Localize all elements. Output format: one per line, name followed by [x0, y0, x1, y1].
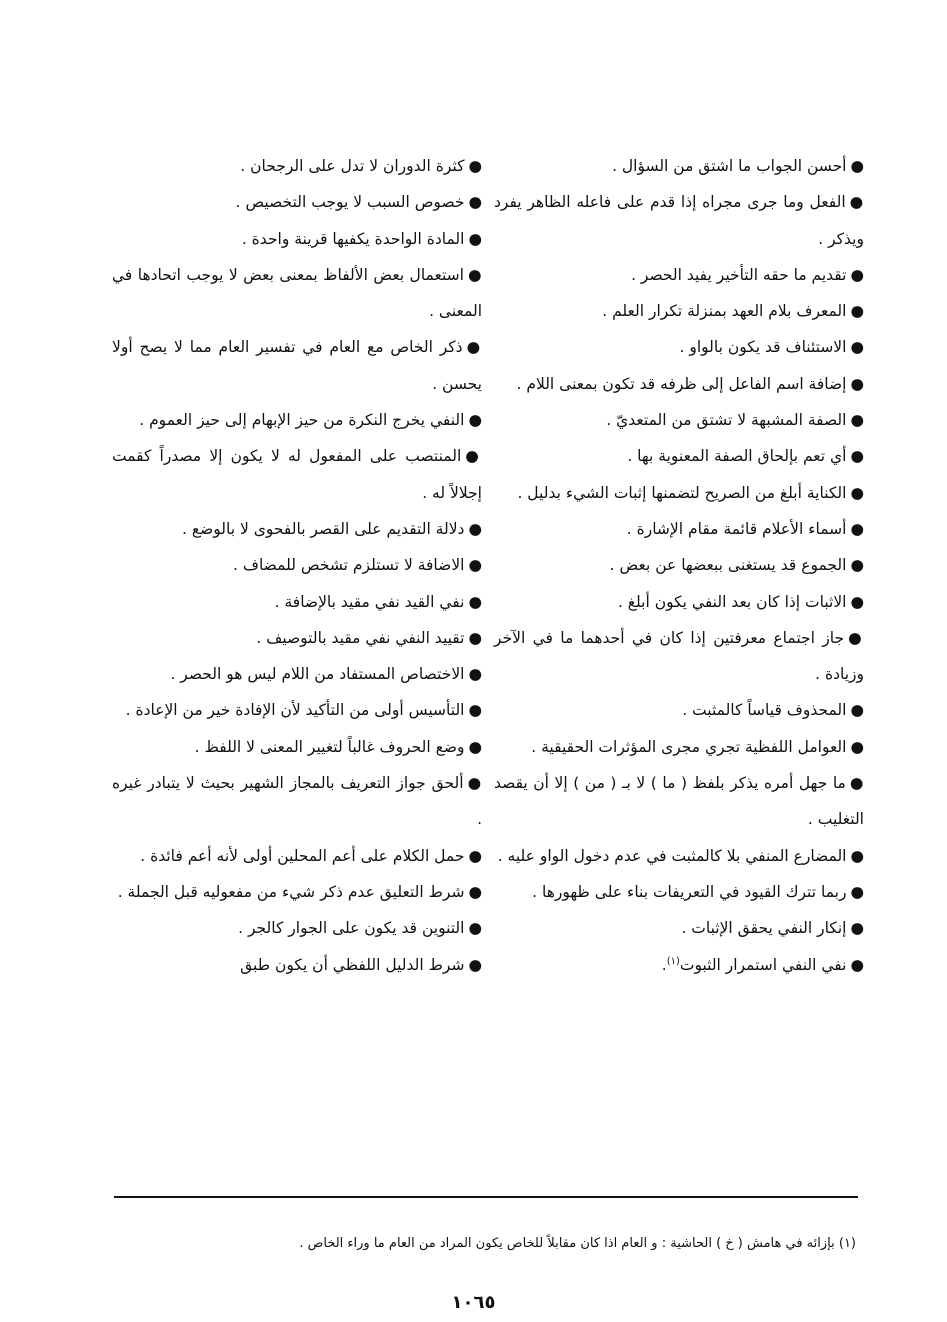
rule-text: المادة الواحدة يكفيها قرينة واحدة .	[241, 229, 465, 248]
rule-item	[494, 620, 864, 693]
footnote-separator	[114, 1196, 858, 1198]
rule-item	[112, 184, 482, 220]
bullet-icon: ●	[849, 193, 864, 212]
bullet-icon: ●	[850, 846, 864, 865]
bullet-icon: ●	[468, 846, 482, 865]
rule-text: النفي يخرج النكرة من حيز الإبهام إلى حيز العموم .	[139, 411, 465, 430]
bullet-icon: ●	[468, 519, 482, 538]
bullet-icon: ●	[468, 701, 482, 720]
rule-text: الصفة المشبهة لا تشتق من المتعديّ .	[606, 411, 847, 430]
bullet-icon: ●	[468, 737, 482, 756]
bullet-icon: ●	[850, 556, 864, 575]
rule-text: تقييد النفي نفي مقيد بالتوصيف .	[256, 628, 465, 647]
rule-text: أي تعم بإلحاق الصفة المعنوية بها .	[627, 447, 847, 466]
rule-text: نفي النفي استمرار الثبوت	[679, 955, 847, 974]
rule-item	[112, 511, 482, 547]
bullet-icon: ●	[848, 628, 864, 647]
bullet-icon: ●	[850, 265, 864, 284]
rule-item	[494, 692, 864, 728]
rule-text: حمل الكلام على أعم المحلين أولى لأنه أعم فائدة .	[140, 846, 465, 865]
bullet-icon: ●	[850, 737, 864, 756]
rule-item	[494, 838, 864, 874]
bullet-icon: ●	[466, 338, 483, 357]
rule-text-end: .	[661, 955, 667, 974]
rule-item	[494, 148, 864, 184]
bullet-icon: ●	[467, 774, 482, 793]
rule-text: المحذوف قياساً كالمثبت .	[682, 701, 847, 720]
rule-item	[112, 402, 482, 438]
rule-item	[494, 874, 864, 910]
rule-text: شرط التعليق عدم ذكر شيء من مفعوليه قبل الجملة .	[117, 882, 465, 901]
bullet-icon: ●	[850, 955, 864, 974]
bullet-icon: ●	[468, 157, 482, 175]
bullet-icon: ●	[850, 157, 864, 175]
bullet-icon: ●	[850, 411, 864, 430]
bullet-icon: ●	[468, 556, 482, 575]
rule-text: إضافة اسم الفاعل إلى ظرفه قد تكون بمعنى اللام .	[516, 374, 847, 393]
rule-item	[494, 184, 864, 257]
rule-text: المعرف بلام العهد بمنزلة تكرار العلم .	[602, 302, 847, 321]
rule-item	[494, 910, 864, 946]
rule-text: الاضافة لا تستلزم تشخص للمضاف .	[233, 556, 465, 575]
rule-text: خصوص السبب لا يوجب التخصيص .	[235, 193, 465, 212]
rule-text: الكناية أبلغ من الصريح لتضمنها إثبات الشيء بدليل .	[517, 483, 847, 502]
rule-item	[494, 402, 864, 438]
bullet-icon: ●	[468, 592, 482, 611]
rule-text: الاختصاص المستفاد من اللام ليس هو الحصر .	[170, 665, 465, 684]
bullet-icon: ●	[468, 411, 482, 430]
rule-item	[494, 947, 864, 983]
rule-item	[112, 148, 482, 184]
page-number: ١٠٦٥	[451, 1292, 496, 1313]
rule-item	[112, 874, 482, 910]
bullet-icon: ●	[468, 628, 482, 647]
rule-item	[112, 438, 482, 511]
rule-text: الفعل وما جرى مجراه إذا قدم على فاعله الظاهر يفرد ويذكر .	[494, 193, 864, 248]
bullet-icon: ●	[465, 447, 482, 466]
bullet-icon: ●	[850, 483, 864, 502]
footnote-marker: (١)	[666, 955, 680, 967]
rule-item	[112, 620, 482, 656]
rule-item	[112, 547, 482, 583]
rule-text: المضارع المنفي بلا كالمثبت في عدم دخول الواو عليه .	[497, 846, 847, 865]
rule-text: شرط الدليل اللفظي أن يكون طبق	[240, 955, 465, 974]
rule-text: دلالة التقديم على القصر بالفحوى لا بالوضع .	[182, 519, 465, 538]
rule-text: المنتصب على المفعول له لا يكون إلا مصدراً كقمت إجلالاً له .	[112, 447, 482, 502]
rule-item	[494, 438, 864, 474]
rule-text: ما جهل أمره يذكر بلفظ ( ما ) لا بـ ( من ) إلا أن يقصد التغليب .	[494, 774, 864, 829]
rule-item	[494, 257, 864, 293]
bullet-icon: ●	[850, 338, 864, 357]
rule-text: الاستئناف قد يكون بالواو .	[679, 338, 847, 357]
rule-text: أحسن الجواب ما اشتق من السؤال .	[612, 157, 847, 175]
bullet-icon: ●	[467, 265, 482, 284]
bullet-icon: ●	[850, 519, 864, 538]
rule-text: أسماء الأعلام قائمة مقام الإشارة .	[626, 519, 847, 538]
rule-text: الجموع قد يستغنى ببعضها عن بعض .	[609, 556, 847, 575]
bullet-icon: ●	[468, 882, 482, 901]
rule-item	[112, 765, 482, 838]
rule-item	[112, 329, 482, 402]
bullet-icon: ●	[850, 919, 864, 938]
rule-item	[494, 475, 864, 511]
rule-text: ذكر الخاص مع العام في تفسير العام مما لا يصح أولا يحسن .	[112, 338, 482, 393]
rule-text: وضع الحروف غالباً لتغيير المعنى لا اللفظ .	[194, 737, 465, 756]
footnote: (١) بإزائه في هامش ( خ ) الحاشية : و العام اذا كان مقابلاً للخاص يكون المراد من العام ما وراء الخاص .	[299, 1236, 856, 1251]
rule-item	[494, 329, 864, 365]
rule-text: إنكار النفي يحقق الإثبات .	[681, 919, 847, 938]
bullet-icon: ●	[468, 193, 482, 212]
rule-text: التنوين قد يكون على الجوار كالجر .	[238, 919, 465, 938]
bullet-icon: ●	[850, 592, 864, 611]
bullet-icon: ●	[468, 919, 482, 938]
bullet-icon: ●	[468, 229, 482, 248]
rule-item	[112, 729, 482, 765]
rule-text: ألحق جواز التعريف بالمجاز الشهير بحيث لا يتبادر غيره .	[112, 774, 482, 829]
rule-text: كثرة الدوران لا تدل على الرجحان .	[240, 157, 465, 175]
rule-item	[112, 656, 482, 692]
rule-text: استعمال بعض الألفاظ بمعنى بعض لا يوجب اتحادها في المعنى .	[112, 265, 482, 321]
rule-item	[112, 584, 482, 620]
rule-item	[494, 765, 864, 838]
bullet-icon: ●	[850, 882, 864, 901]
rule-item	[112, 947, 482, 983]
right-column	[494, 148, 864, 983]
rule-text: نفي القيد نفي مقيد بالإضافة .	[274, 592, 465, 611]
rule-text: التأسيس أولى من التأكيد لأن الإفادة خير من الإعادة .	[125, 701, 465, 720]
rule-item	[494, 293, 864, 329]
bullet-icon: ●	[850, 701, 864, 720]
bullet-icon: ●	[850, 302, 864, 321]
rule-item	[494, 366, 864, 402]
bullet-icon: ●	[468, 665, 482, 684]
rule-text: تقديم ما حقه التأخير يفيد الحصر .	[631, 265, 847, 284]
bullet-icon: ●	[850, 447, 864, 466]
rule-item	[112, 257, 482, 330]
rule-text: العوامل اللفظية تجري مجرى المؤثرات الحقيقية .	[531, 737, 847, 756]
rule-item	[494, 547, 864, 583]
rule-item	[494, 729, 864, 765]
bullet-icon: ●	[850, 374, 864, 393]
rule-item	[112, 692, 482, 728]
rule-item	[112, 221, 482, 257]
rule-text: ربما تترك القيود في التعريفات بناء على ظهورها .	[532, 882, 847, 901]
rule-text: جاز اجتماع معرفتين إذا كان في أحدهما ما في الآخر وزيادة .	[494, 628, 864, 684]
rule-item	[494, 511, 864, 547]
bullet-icon: ●	[468, 955, 482, 974]
rule-item	[112, 838, 482, 874]
rule-item	[112, 910, 482, 946]
left-column	[112, 148, 482, 983]
rule-text: الاثبات إذا كان بعد النفي يكون أبلغ .	[617, 592, 847, 611]
bullet-icon: ●	[849, 774, 864, 793]
rule-item	[494, 584, 864, 620]
